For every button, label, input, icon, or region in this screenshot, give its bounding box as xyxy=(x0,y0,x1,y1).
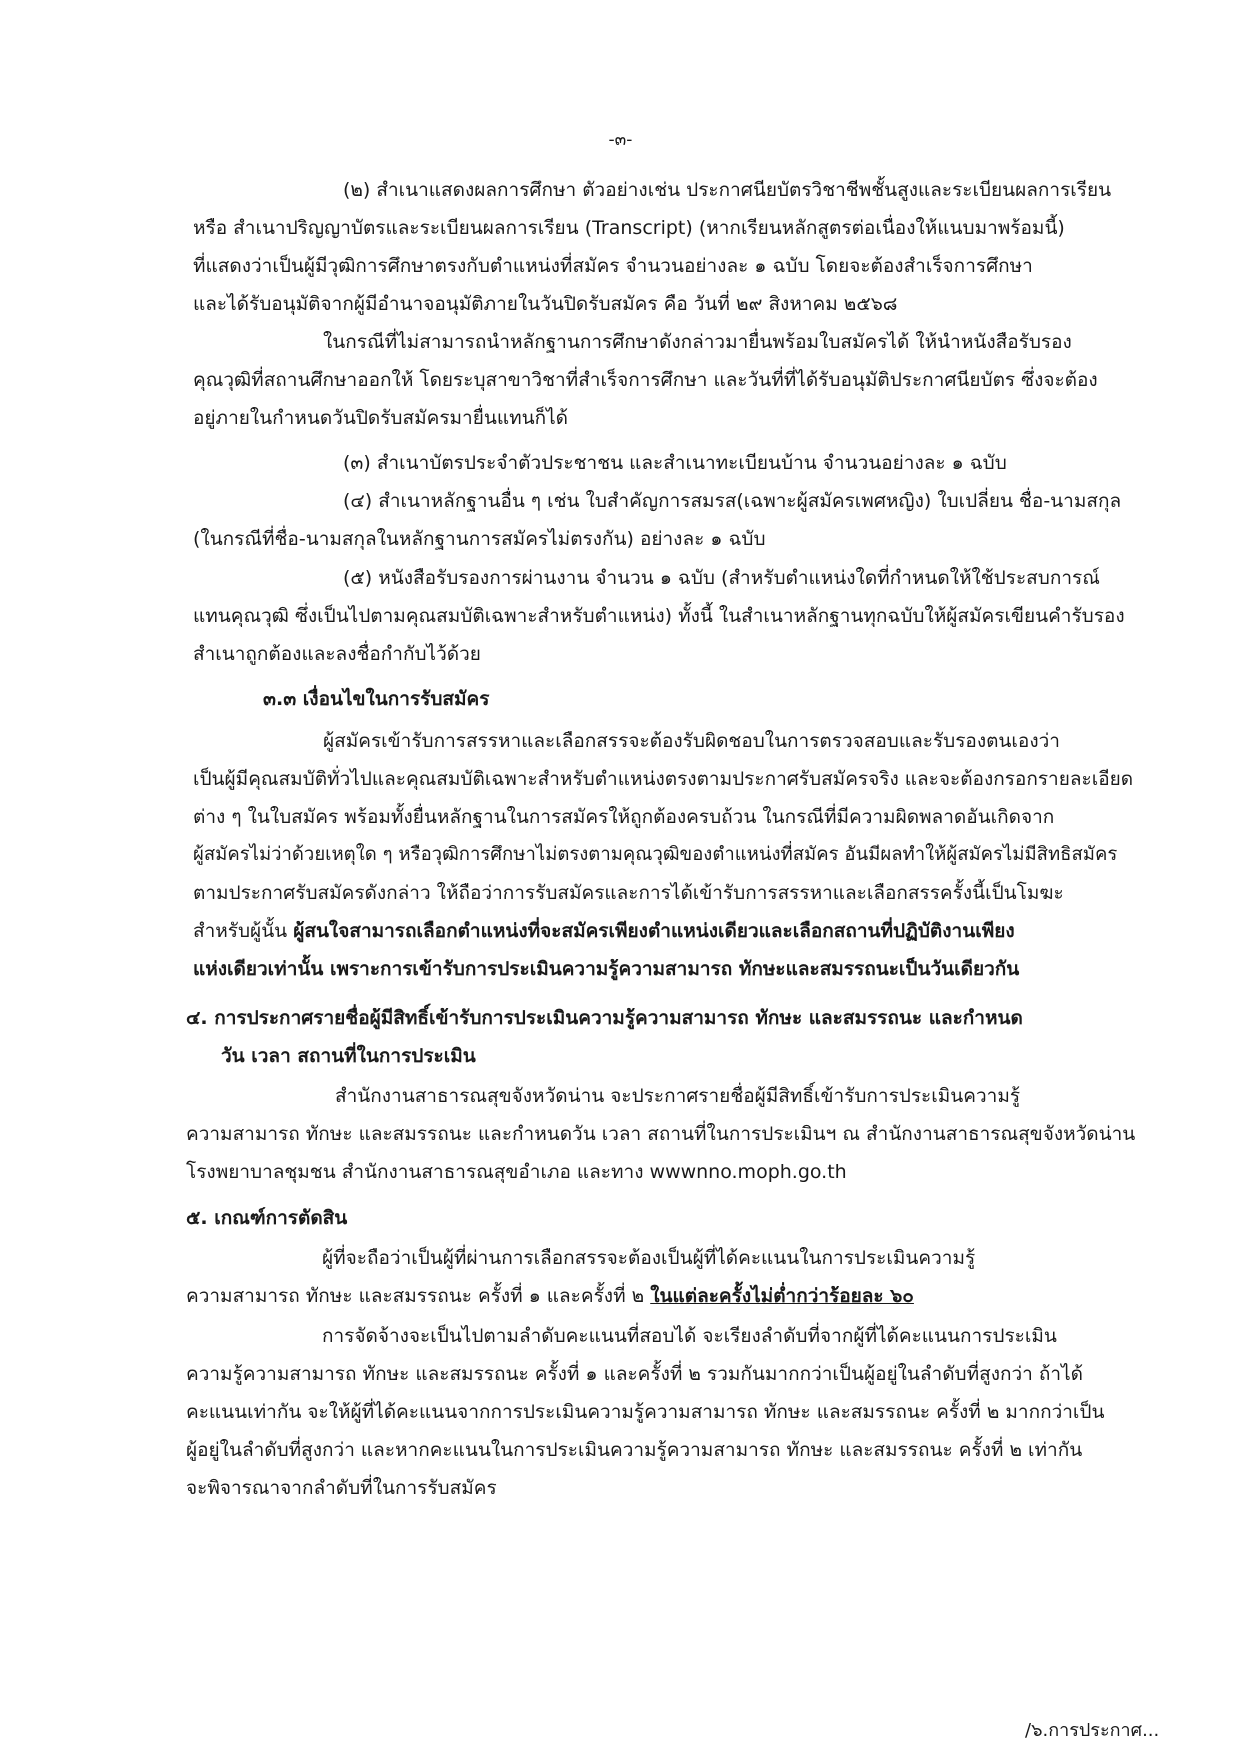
section-4-heading-line-1: ๔. การประกาศรายชื่อผู้มีสิทธิ์เข้ารับการประเมินความรู้ความสามารถ ทักษะ และสมรรถนะ และกำหนด xyxy=(186,1007,1023,1029)
item-3-line: (๓) สำเนาบัตรประจำตัวประชาชน และสำเนาทะเบียนบ้าน จำนวนอย่างละ ๑ ฉบับ xyxy=(343,452,1007,474)
section-3-3-line-1: ผู้สมัครเข้ารับการสรรหาและเลือกสรรจะต้องรับผิดชอบในการตรวจสอบและรับรองตนเองว่า xyxy=(323,730,1060,752)
section-5-para-2-line-2: ความรู้ความสามารถ ทักษะ และสมรรถนะ ครั้งที่ ๑ และครั้งที่ ๒ รวมกันมากกว่าเป็นผู้อยู่ในลำดับที่สูงกว่า ถ้าได้ xyxy=(186,1363,1083,1385)
section-5-para-1-line-1: ผู้ที่จะถือว่าเป็นผู้ที่ผ่านการเลือกสรรจะต้องเป็นผู้ที่ได้คะแนนในการประเมินความรู้ xyxy=(322,1247,976,1269)
item-2-note-line-2: คุณวุฒิที่สถานศึกษาออกให้ โดยระบุสาขาวิชาที่สำเร็จการศึกษา และวันที่ที่ได้รับอนุมัติประกาศนียบัตร ซึ่งจะต้อง xyxy=(193,369,1098,391)
section-5-para-2-line-3: คะแนนเท่ากัน จะให้ผู้ที่ได้คะแนนจากการประเมินความรู้ความสามารถ ทักษะ และสมรรถนะ ครั้งที่ ๒ มากกว่าเป็น xyxy=(186,1401,1105,1423)
item-5-line-2: แทนคุณวุฒิ ซึ่งเป็นไปตามคุณสมบัติเฉพาะสำหรับตำแหน่ง) ทั้งนี้ ในสำเนาหลักฐานทุกฉบับให้ผู้สมัครเขียนคำรับรอง xyxy=(193,605,1125,627)
item-4-line-1: (๔) สำเนาหลักฐานอื่น ๆ เช่น ใบสำคัญการสมรส(เฉพาะผู้สมัครเพศหญิง) ใบเปลี่ยน ชื่อ-นามสกุล xyxy=(343,490,1122,512)
section-3-3-line-6-normal: สำหรับผู้นั้น xyxy=(193,920,294,942)
section-5-para-2-line-4: ผู้อยู่ในลำดับที่สูงกว่า และหากคะแนนในการประเมินความรู้ความสามารถ ทักษะ และสมรรถนะ ครั้งที่ ๒ เท่ากัน xyxy=(186,1439,1083,1461)
section-3-3-line-6-bold: ผู้สนใจสามารถเลือกตำแหน่งที่จะสมัครเพียงตำแหน่งเดียวและเลือกสถานที่ปฏิบัติงานเพียง xyxy=(293,920,1015,942)
page-number: -๓- xyxy=(608,130,633,150)
item-5-line-3: สำเนาถูกต้องและลงชื่อกำกับไว้ด้วย xyxy=(193,643,481,665)
section-3-3-heading: ๓.๓ เงื่อนไขในการรับสมัคร xyxy=(263,688,490,710)
section-5-para-1-line-2 xyxy=(186,1281,914,1311)
item-2-line-3: ที่แสดงว่าเป็นผู้มีวุฒิการศึกษาตรงกับตำแหน่งที่สมัคร จำนวนอย่างละ ๑ ฉบับ โดยจะต้องสำเร็จการศึกษา xyxy=(193,255,1033,277)
section-4-line-2: ความสามารถ ทักษะ และสมรรถนะ และกำหนดวัน เวลา สถานที่ในการประเมินฯ ณ สำนักงานสาธารณสุขจังหวัดน่าน xyxy=(186,1123,1136,1145)
item-2-line-4: และได้รับอนุมัติจากผู้มีอำนาจอนุมัติภายในวันปิดรับสมัคร คือ วันที่ ๒๙ สิงหาคม ๒๕๖๘ xyxy=(193,293,898,315)
section-5-para-1-line-2-normal: ความสามารถ ทักษะ และสมรรถนะ ครั้งที่ ๑ และครั้งที่ ๒ xyxy=(186,1285,651,1307)
section-4-line-1: สำนักงานสาธารณสุขจังหวัดน่าน จะประกาศรายชื่อผู้มีสิทธิ์เข้ารับการประเมินความรู้ xyxy=(335,1085,1021,1107)
section-3-3-line-6 xyxy=(193,916,1015,946)
item-4-line-2: (ในกรณีที่ชื่อ-นามสกุลในหลักฐานการสมัครไม่ตรงกัน) อย่างละ ๑ ฉบับ xyxy=(193,528,766,550)
section-5-para-2-line-5: จะพิจารณาจากลำดับที่ในการรับสมัคร xyxy=(186,1477,497,1499)
continuation-footer: /๖.การประกาศ... xyxy=(1025,1720,1160,1741)
item-5-line-1: (๕) หนังสือรับรองการผ่านงาน จำนวน ๑ ฉบับ (สำหรับตำแหน่งใดที่กำหนดให้ใช้ประสบการณ์ xyxy=(343,567,1100,589)
section-3-3-line-2: เป็นผู้มีคุณสมบัติทั่วไปและคุณสมบัติเฉพาะสำหรับตำแหน่งตรงตามประกาศรับสมัครจริง และจะต้องกรอกรายละเอียด xyxy=(193,768,1134,790)
item-2-line-1: (๒) สำเนาแสดงผลการศึกษา ตัวอย่างเช่น ประกาศนียบัตรวิชาชีพชั้นสูงและระเบียนผลการเรียน xyxy=(343,179,1112,201)
item-2-note-line-1: ในกรณีที่ไม่สามารถนำหลักฐานการศึกษาดังกล่าวมายื่นพร้อมใบสมัครได้ ให้นำหนังสือรับรอง xyxy=(323,331,1072,353)
section-5-pass-threshold: ในแต่ละครั้งไม่ต่ำกว่าร้อยละ ๖๐ xyxy=(650,1285,914,1307)
section-3-3-line-5: ตามประกาศรับสมัครดังกล่าว ให้ถือว่าการรับสมัครและการได้เข้ารับการสรรหาและเลือกสรรครั้งนี้เป็นโมฆะ xyxy=(193,882,1064,904)
section-5-para-2-line-1: การจัดจ้างจะเป็นไปตามลำดับคะแนนที่สอบได้ จะเรียงลำดับที่จากผู้ที่ได้คะแนนการประเมิน xyxy=(322,1325,1057,1347)
section-3-3-line-7: แห่งเดียวเท่านั้น เพราะการเข้ารับการประเมินความรู้ความสามารถ ทักษะและสมรรถนะเป็นวันเดียวกัน xyxy=(193,958,1020,980)
item-2-note-line-3: อยู่ภายในกำหนดวันปิดรับสมัครมายื่นแทนก็ได้ xyxy=(193,407,568,429)
section-4-heading-line-2: วัน เวลา สถานที่ในการประเมิน xyxy=(221,1045,476,1067)
item-2-line-2: หรือ สำเนาปริญญาบัตรและระเบียนผลการเรียน (Transcript) (หากเรียนหลักสูตรต่อเนื่องให้แนบมาพร้อมนี้) xyxy=(193,217,1065,239)
section-4-line-3: โรงพยาบาลชุมชน สำนักงานสาธารณสุขอำเภอ และทาง wwwnno.moph.go.th xyxy=(186,1161,847,1183)
section-3-3-line-4: ผู้สมัครไม่ว่าด้วยเหตุใด ๆ หรือวุฒิการศึกษาไม่ตรงตามคุณวุฒิของตำแหน่งที่สมัคร อันมีผลทำให้ผู้สมัครไม่มีสิทธิสมัคร xyxy=(193,844,1118,865)
section-5-heading: ๕. เกณฑ์การตัดสิน xyxy=(186,1207,348,1229)
section-3-3-line-3: ต่าง ๆ ในใบสมัคร พร้อมทั้งยื่นหลักฐานในการสมัครให้ถูกต้องครบถ้วน ในกรณีที่มีความผิดพลาดอันเกิดจาก xyxy=(193,806,1055,828)
